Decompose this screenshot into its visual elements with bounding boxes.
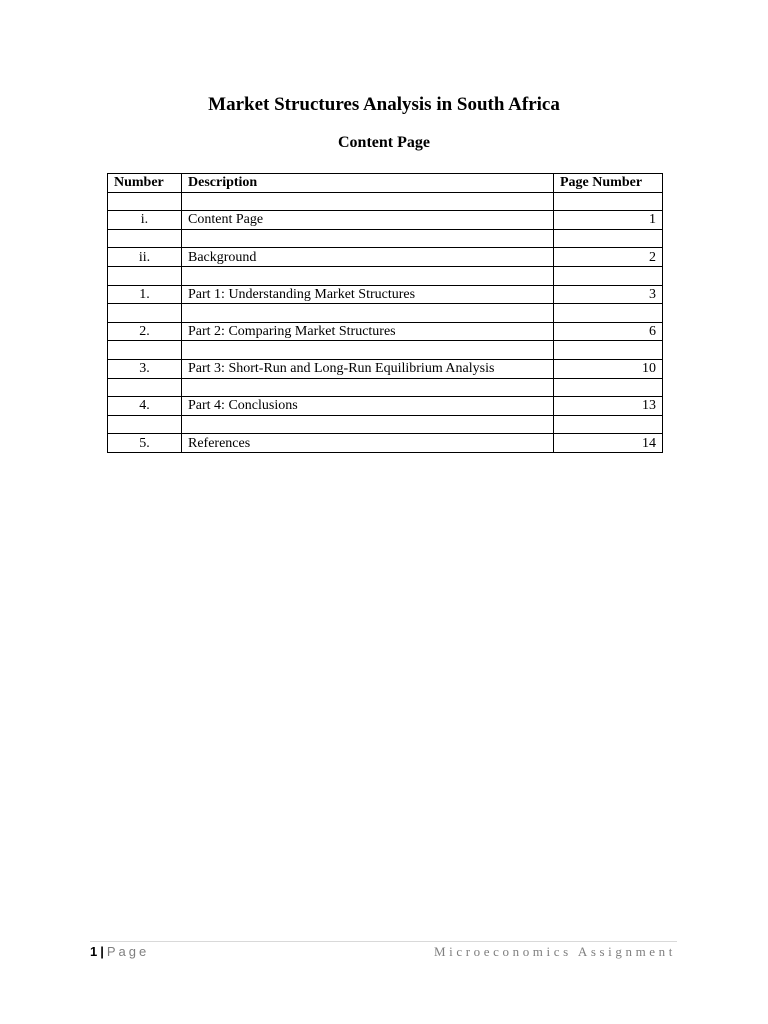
document-title: Market Structures Analysis in South Africa — [208, 94, 560, 115]
row-number — [108, 266, 182, 285]
table-row — [108, 211, 663, 230]
table-row — [108, 397, 663, 416]
content-page-heading: Content Page — [338, 134, 430, 151]
row-page — [554, 341, 663, 360]
header-page-number: Page Number — [554, 174, 663, 193]
table-row — [108, 322, 663, 341]
row-page — [554, 266, 663, 285]
header-description: Description — [182, 174, 554, 193]
table-row — [108, 266, 663, 285]
footer-page-number: 1 — [90, 944, 98, 959]
row-page: 6 — [554, 322, 663, 341]
row-number: 5. — [108, 434, 182, 453]
row-page: 2 — [554, 248, 663, 267]
row-number: ii. — [108, 248, 182, 267]
row-page: 3 — [554, 285, 663, 304]
row-page — [554, 378, 663, 397]
row-number — [108, 341, 182, 360]
row-page — [554, 192, 663, 211]
row-number: 1. — [108, 285, 182, 304]
row-description — [182, 304, 554, 323]
row-description: Background — [182, 248, 554, 267]
header-number: Number — [108, 174, 182, 193]
row-page — [554, 415, 663, 434]
footer-assignment-label: Microeconomics Assignment — [433, 944, 676, 959]
row-number: 4. — [108, 397, 182, 416]
row-description: Content Page — [182, 211, 554, 230]
row-number — [108, 304, 182, 323]
row-page: 13 — [554, 397, 663, 416]
row-number — [108, 378, 182, 397]
table-header-row — [108, 174, 663, 193]
footer-page-indicator — [90, 943, 149, 961]
row-page — [554, 304, 663, 323]
row-description: Part 1: Understanding Market Structures — [182, 285, 554, 304]
row-description: References — [182, 434, 554, 453]
row-description — [182, 415, 554, 434]
table-row — [108, 378, 663, 397]
row-number — [108, 415, 182, 434]
row-page: 14 — [554, 434, 663, 453]
table-row — [108, 434, 663, 453]
row-page — [554, 229, 663, 248]
row-number: 2. — [108, 322, 182, 341]
row-number: 3. — [108, 359, 182, 378]
table-row — [108, 359, 663, 378]
row-page: 10 — [554, 359, 663, 378]
table-row — [108, 341, 663, 360]
row-description — [182, 192, 554, 211]
table-row — [108, 248, 663, 267]
footer-page-word: Page — [106, 944, 150, 959]
row-description — [182, 341, 554, 360]
contents-table — [107, 173, 663, 453]
table-row — [108, 285, 663, 304]
row-description — [182, 229, 554, 248]
table-row — [108, 229, 663, 248]
row-number: i. — [108, 211, 182, 230]
table-row — [108, 192, 663, 211]
row-description: Part 3: Short-Run and Long-Run Equilibrium Analysis — [182, 359, 554, 378]
footer-separator: | — [100, 944, 104, 959]
row-description — [182, 378, 554, 397]
row-number — [108, 192, 182, 211]
row-description: Part 2: Comparing Market Structures — [182, 322, 554, 341]
row-description — [182, 266, 554, 285]
table-row — [108, 415, 663, 434]
row-description: Part 4: Conclusions — [182, 397, 554, 416]
footer-divider — [90, 941, 677, 942]
table-row — [108, 304, 663, 323]
row-number — [108, 229, 182, 248]
row-page: 1 — [554, 211, 663, 230]
